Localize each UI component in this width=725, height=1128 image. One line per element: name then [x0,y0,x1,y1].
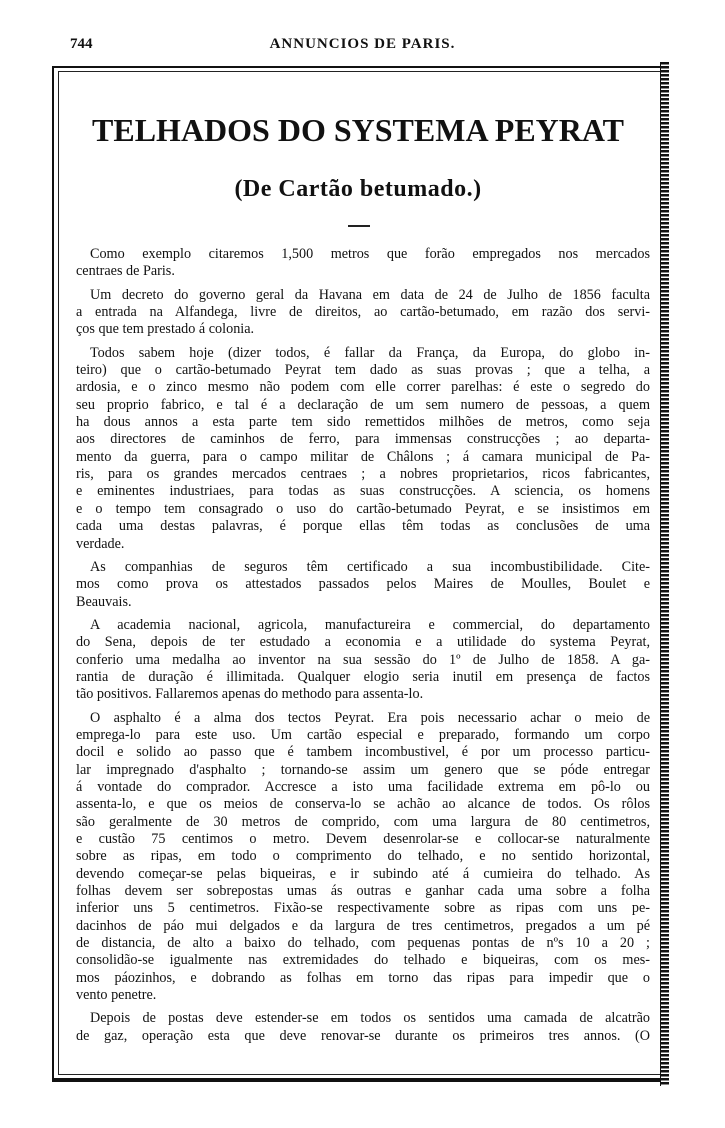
divider [348,225,370,227]
text-line: a entrada na Alfandega, livre de direitos, ao cartão-betumado, em razão dos servi- [76,304,650,321]
text-line: tão positivos. Fallaremos apenas do methodo para assenta-lo. [76,686,424,703]
text-line: centraes de Paris. [76,263,175,280]
paragraph [76,287,650,339]
text-line: inferior uns 5 centimetros. Fixão-se respectivamente sobre as ripas com uns pe- [76,900,650,917]
text-line: emprega-lo para este uso. Um cartão especial e preparado, formando um corpo [76,726,650,743]
title-text: TELHADOS DO SYSTEMA PEYRAT [92,112,624,148]
text-line: conferio uma medalha ao inventor na sua sessão do 1º de Julho de 1858. A ga- [76,651,650,668]
text-line: devendo começar-se pelas biqueiras, e ir subindo até á cumieira do telhado. As [76,865,650,882]
text-line: são geralmente de 30 metros de comprido, com uma largura de 80 centimetros, [76,813,650,830]
text-line: Um decreto do governo geral da Havana em data de 24 de Julho de 1856 faculta [90,286,650,303]
paragraph [76,559,650,611]
text-line: e o tempo tem consagrado o uso do cartão-betumado Peyrat, e se insistimos em [76,500,650,517]
paragraph [76,617,650,704]
paragraph [76,710,650,1005]
text-line: rantia de duração é illimitada. Qualquer elogio seria inutil em presença de factos [76,668,650,685]
running-header [0,36,725,56]
text-line: ardosia, e o zinco mesmo não podem com elle correr parelhas: é este o segredo do [76,379,650,396]
text-line: O asphalto é a alma dos tectos Peyrat. Era pois necessario achar o meio de [90,709,650,726]
text-line: de distancia, de alto a baixo do telhado, com pequenas pontas de nºs 10 a 20 ; [76,935,650,952]
text-line: teiro) que o cartão-betumado Peyrat tem dado as suas provas ; que a telha, a [76,362,650,379]
text-line: mos páozinhos, e dobrando as folhas em torno das ripas para impedir que o [76,969,650,986]
text-line: vento penetre. [76,987,157,1004]
text-line: mos como prova os attestados passados pelos Maires de Moulles, Boulet e [76,576,650,593]
text-line: ha dous annos a esta parte tem sido remettidos milhões de metros, como seja [76,414,650,431]
text-line: Depois de postas deve estender-se em todos os sentidos uma camada de alcatrão [90,1010,650,1027]
text-line: seu proprio fabrico, e tal é a declaração de um sem numero de pessoas, a quem [76,396,650,413]
text-line: sobre as ripas, em todo o comprimento do telhado, e no sentido horizontal, [76,848,650,865]
ornamental-border [660,62,669,1086]
text-line: e eminentes industriaes, para todas as suas construcções. A sciencia, os homens [76,483,650,500]
text-line: Como exemplo citaremos 1,500 metros que forão empregados nos mercados [90,246,650,262]
page-number: 744 [70,36,93,52]
paragraph [76,246,650,281]
text-line: Beauvais. [76,593,132,610]
text-line: de gaz, operação esta que deve renovar-se durante os primeiros tres annos. (O [76,1027,650,1044]
text-line: docil e solido ao passo que é tambem incombustivel, é por um processo particu- [76,744,650,761]
article-body [76,246,650,1051]
advertisement-title [62,110,654,150]
text-line: consolidão-se igualmente nas extremidades do telhado e biqueiras, com os mes- [76,952,650,969]
text-line: verdade. [76,535,125,552]
text-line: As companhias de seguros têm certificado a sua incombustibilidade. Cite- [90,558,650,575]
text-line: folhas devem ser sobrepostas umas ás outras e ganhar cada uma sobre a folha [76,883,650,900]
advertisement-subtitle: (De Cartão betumado.) [234,176,482,202]
text-line: A academia nacional, agricola, manufactureira e commercial, do departamento [90,616,650,633]
text-line: ris, para os grandes mercados centraes ; a nobres proprietarios, ricos fabricantes, [76,466,650,483]
text-line: e custão 75 centimos o metro. Devem desenrolar-se e collocar-se naturalmente [76,831,650,847]
text-line: mento da guerra, para o campo militar de Châlons ; á camara municipal de Pa- [76,448,650,465]
text-line: ços que tem prestado á colonia. [76,321,255,338]
text-line: do Sena, depois de ter estudado a economia e a utilidade do systema Peyrat, [76,634,650,651]
text-line: á vontade do comprador. Accresce a isto uma facilidade extrema em pô-lo ou [76,778,650,795]
text-line: aos directores de caminhos de ferro, para immensas construcções ; ao departa- [76,431,650,448]
text-line: dacinhos de páo mui delgados e da largura de tres centimetros, pregados a um pé [76,917,650,934]
paragraph [76,345,650,553]
paragraph [76,1010,650,1045]
text-line: cada uma destas palavras, é porque ellas têm todas as conclusões de uma [76,518,650,535]
text-line: assenta-lo, e que os meios de conserva-lo se achão ao alcance de todos. Os rôlos [76,796,650,813]
text-line: Todos sabem hoje (dizer todos, é fallar da França, da Europa, do globo in- [90,344,650,361]
text-line: lar impregnado d'asphalto ; tornando-se assim um genero que se póde entregar [76,761,650,778]
running-title: ANNUNCIOS DE PARIS. [269,36,456,52]
